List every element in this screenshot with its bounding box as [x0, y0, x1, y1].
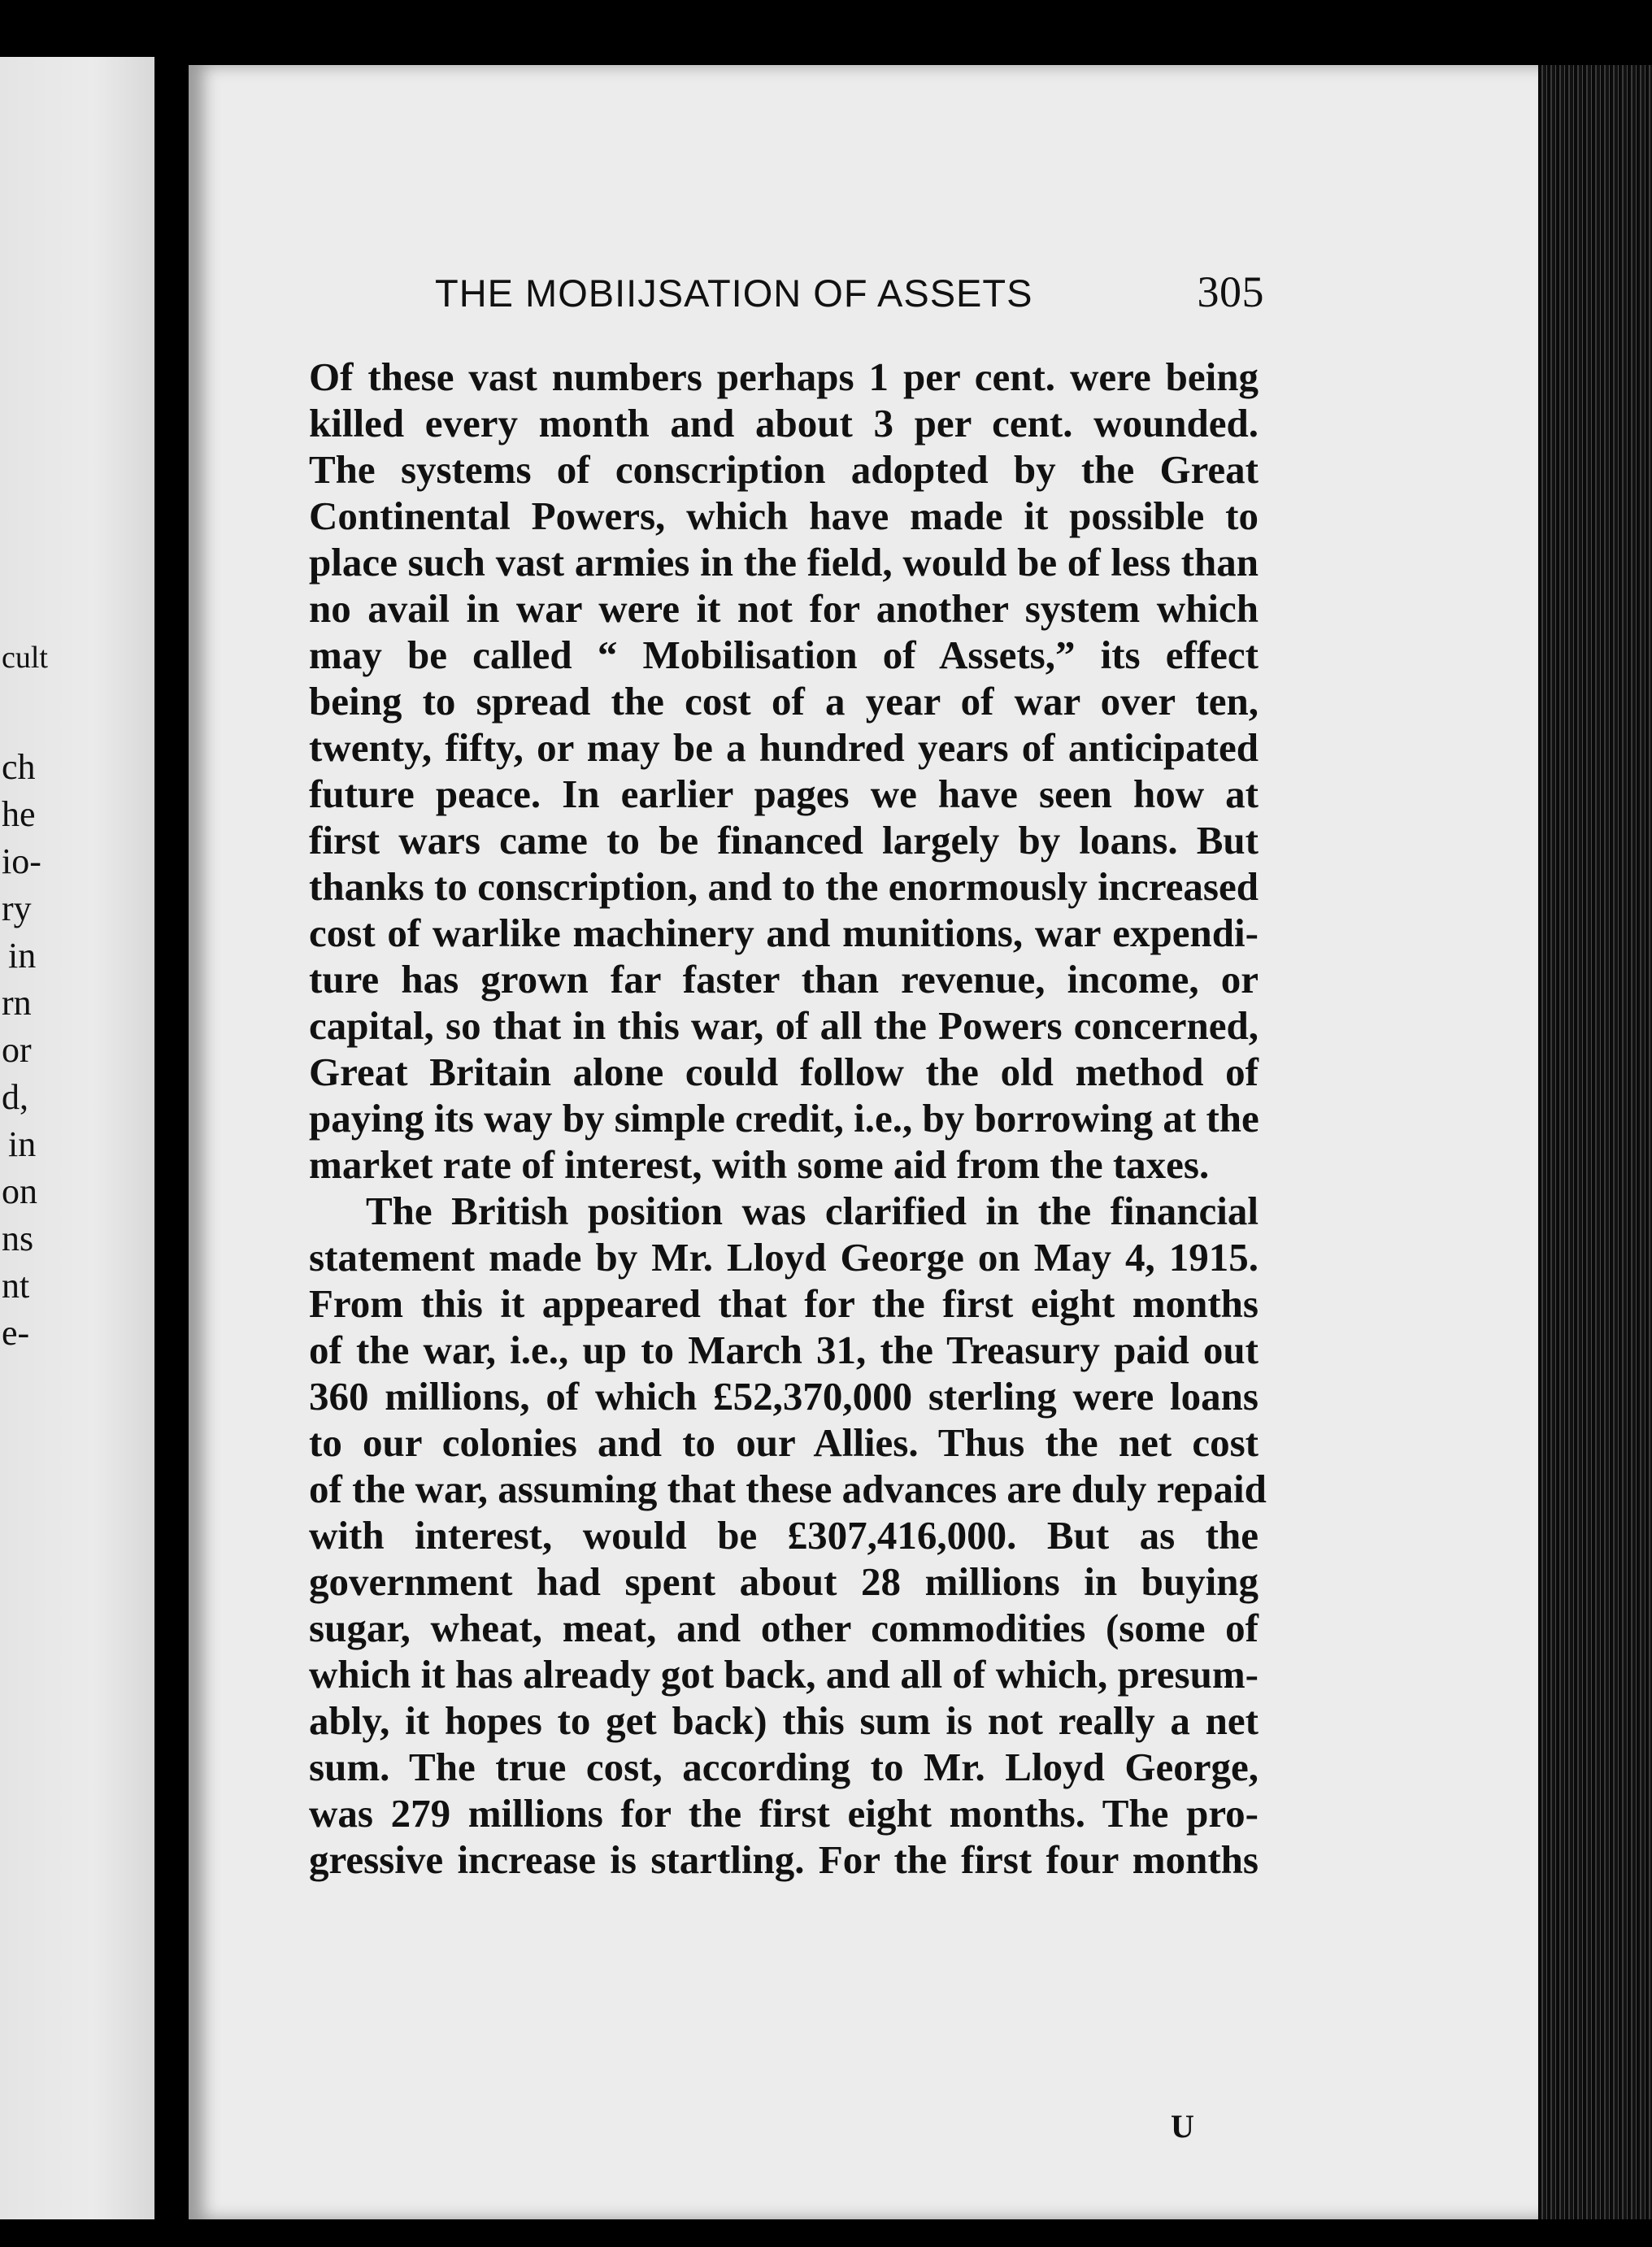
page-number: 305 [1197, 267, 1264, 316]
text-line: with interest, would be £307,416,000. But as the [309, 1513, 1259, 1558]
text-line: 360 millions, of which £52,370,000 sterling were loans [309, 1374, 1259, 1419]
facing-page-word: cult [2, 641, 48, 675]
facing-page-word: in [8, 936, 37, 976]
text-line: may be called “ Mobilisation of Assets,” its effect [309, 632, 1259, 677]
text-line: ture has grown far faster than revenue, income, or [309, 957, 1259, 1002]
text-line: From this it appeared that for the first eight months [309, 1281, 1259, 1326]
text-line: was 279 millions for the first eight months. The pro- [309, 1791, 1259, 1836]
text-line: gressive increase is startling. For the first four months [309, 1837, 1259, 1882]
text-line: place such vast armies in the field, would be of less than [309, 540, 1259, 585]
body-text [309, 354, 1267, 1883]
text-line: statement made by Mr. Lloyd George on May 4, 1915. [309, 1235, 1259, 1280]
facing-page-word: ns [2, 1219, 34, 1258]
text-line: Great Britain alone could follow the old method of [309, 1050, 1259, 1094]
facing-page-word: or [2, 1030, 32, 1070]
facing-page-word: io- [2, 841, 41, 881]
text-line: of the war, assuming that these advances are duly repaid [309, 1467, 1267, 1511]
text-line: future peace. In earlier pages we have seen how at [309, 771, 1259, 816]
text-line: being to spread the cost of a year of war over ten, [309, 679, 1259, 724]
text-line: which it has already got back, and all of which, presum- [309, 1652, 1259, 1697]
facing-page-word: in [8, 1124, 37, 1164]
facing-page-word: d, [2, 1077, 28, 1117]
text-line: to our colonies and to our Allies. Thus the net cost [309, 1420, 1259, 1465]
text-line: Of these vast numbers perhaps 1 per cent. were being [309, 354, 1259, 399]
text-line: first wars came to be financed largely by loans. But [309, 818, 1259, 863]
facing-page-word: ch [2, 747, 36, 787]
running-head [435, 267, 1264, 317]
text-line: sum. The true cost, according to Mr. Lloyd George, [309, 1745, 1259, 1789]
text-line: The systems of conscription adopted by the Great [309, 447, 1259, 492]
facing-page-word: ry [2, 889, 32, 928]
text-line: cost of warlike machinery and munitions, war expendi- [309, 911, 1259, 955]
page-edges [1538, 65, 1652, 2219]
facing-page-word: on [2, 1171, 37, 1211]
facing-page-word: e- [2, 1313, 30, 1353]
text-line: thanks to conscription, and to the enormously increased [309, 864, 1259, 909]
text-line: no avail in war were it not for another system which [309, 586, 1259, 631]
facing-page-word: nt [2, 1266, 30, 1306]
text-line: sugar, wheat, meat, and other commodities (some of [309, 1606, 1259, 1650]
text-line: of the war, i.e., up to March 31, the Treasury paid out [309, 1328, 1259, 1372]
text-line: twenty, fifty, or may be a hundred years of anticipated [309, 725, 1259, 770]
text-line: capital, so that in this war, of all the Powers concerned, [309, 1003, 1259, 1048]
text-line: market rate of interest, with some aid from the taxes. [309, 1142, 1210, 1187]
running-head-title: THE MOBIIJSATION OF ASSETS [435, 272, 1033, 315]
text-line: killed every month and about 3 per cent. wounded. [309, 401, 1259, 445]
facing-page-word: rn [2, 983, 32, 1023]
text-line: ably, it hopes to get back) this sum is not really a net [309, 1698, 1259, 1743]
text-line: government had spent about 28 millions in buying [309, 1559, 1259, 1604]
facing-page-fragment [0, 57, 154, 2219]
text-line: paying its way by simple credit, i.e., by borrowing at the [309, 1096, 1259, 1141]
text-line: The British position was clarified in the financial [366, 1189, 1259, 1233]
signature-mark: U [1171, 2108, 1194, 2145]
facing-page-word: he [2, 794, 36, 834]
text-line: Continental Powers, which have made it possible to [309, 493, 1259, 538]
